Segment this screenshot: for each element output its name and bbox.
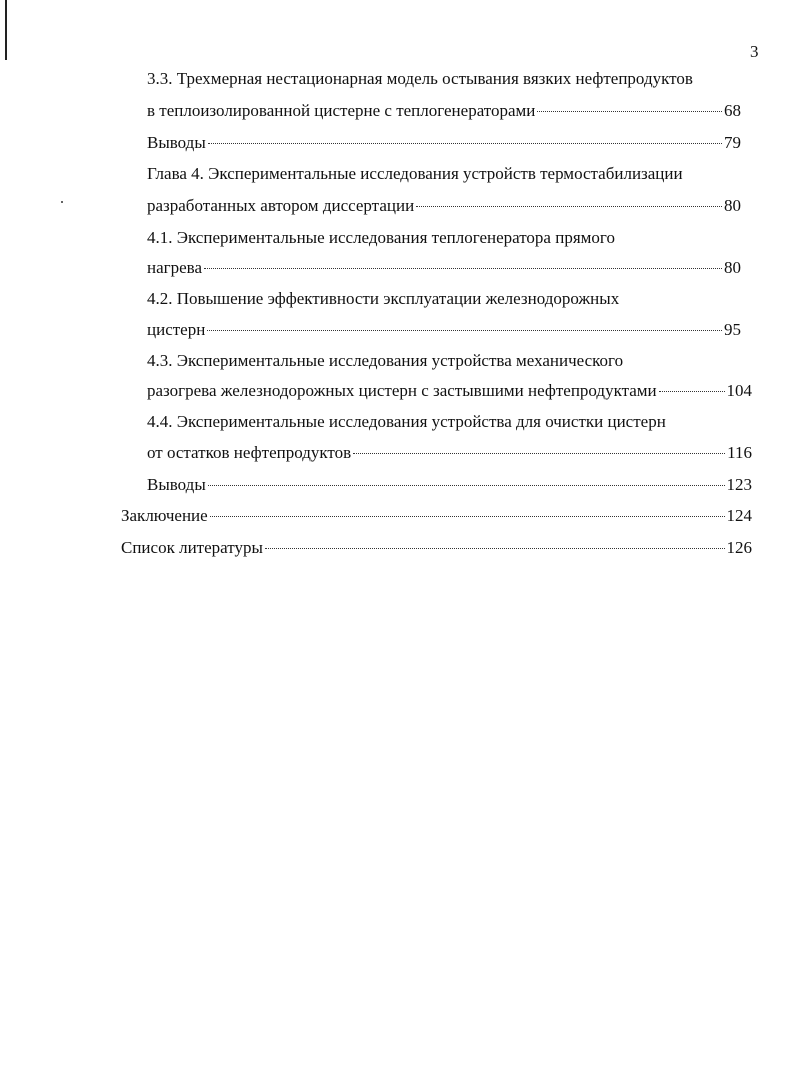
- toc-entry-title: Выводы: [147, 475, 206, 494]
- toc-page-number: 80: [724, 258, 741, 277]
- toc-page-number: 116: [727, 443, 752, 462]
- toc-entry-title: 3.3. Трехмерная нестационарная модель остывания вязких нефтепродуктов: [147, 69, 693, 88]
- toc-entry-title-cont: разогрева железнодорожных цистерн с застывшими нефтепродуктами: [147, 381, 657, 400]
- dot-leader: [207, 329, 722, 331]
- toc-page-number: 79: [724, 133, 741, 152]
- dot-leader: [265, 547, 725, 549]
- toc-page-number: 124: [726, 506, 752, 525]
- dot-leader: [204, 267, 722, 269]
- toc-page-number: 126: [726, 538, 752, 557]
- dot-leader: [208, 484, 725, 486]
- toc-entry-title-cont: разработанных автором диссертации: [147, 196, 415, 215]
- page-number: 3: [750, 42, 759, 61]
- dot-leader: [659, 390, 725, 392]
- dot-leader: [537, 110, 722, 112]
- toc-entry-title: 4.3. Экспериментальные исследования устройства механического: [147, 351, 624, 370]
- toc-page-number: 123: [726, 475, 752, 494]
- scan-speck: [61, 201, 63, 203]
- scan-edge-mark: [5, 0, 7, 60]
- toc-entry-title-cont: от остатков нефтепродуктов: [147, 443, 352, 462]
- dot-leader: [208, 142, 722, 144]
- toc-entry-title: 4.1. Экспериментальные исследования теплогенератора прямого: [147, 228, 615, 247]
- toc-entry-title-cont: в теплоизолированной цистерне с теплогенераторами: [147, 101, 536, 120]
- dot-leader: [210, 515, 725, 517]
- toc-entry-title: Список литературы: [121, 538, 263, 557]
- toc-entry-title-cont: цистерн: [147, 320, 206, 339]
- toc-entry-title: Заключение: [121, 506, 208, 525]
- toc-entry-title-cont: нагрева: [147, 258, 203, 277]
- dot-leader: [353, 452, 725, 454]
- toc-page-number: 104: [726, 381, 752, 400]
- dot-leader: [416, 205, 722, 207]
- toc-entry-title: 4.4. Экспериментальные исследования устройства для очистки цистерн: [147, 412, 666, 431]
- toc-page-number: 95: [724, 320, 741, 339]
- toc-entry-title: Глава 4. Экспериментальные исследования устройств термостабилизации: [147, 164, 683, 183]
- toc-entry-title: 4.2. Повышение эффективности эксплуатации железнодорожных: [147, 289, 620, 308]
- toc-page-number: 68: [724, 101, 741, 120]
- toc-page-number: 80: [724, 196, 741, 215]
- toc-entry-title: Выводы: [147, 133, 206, 152]
